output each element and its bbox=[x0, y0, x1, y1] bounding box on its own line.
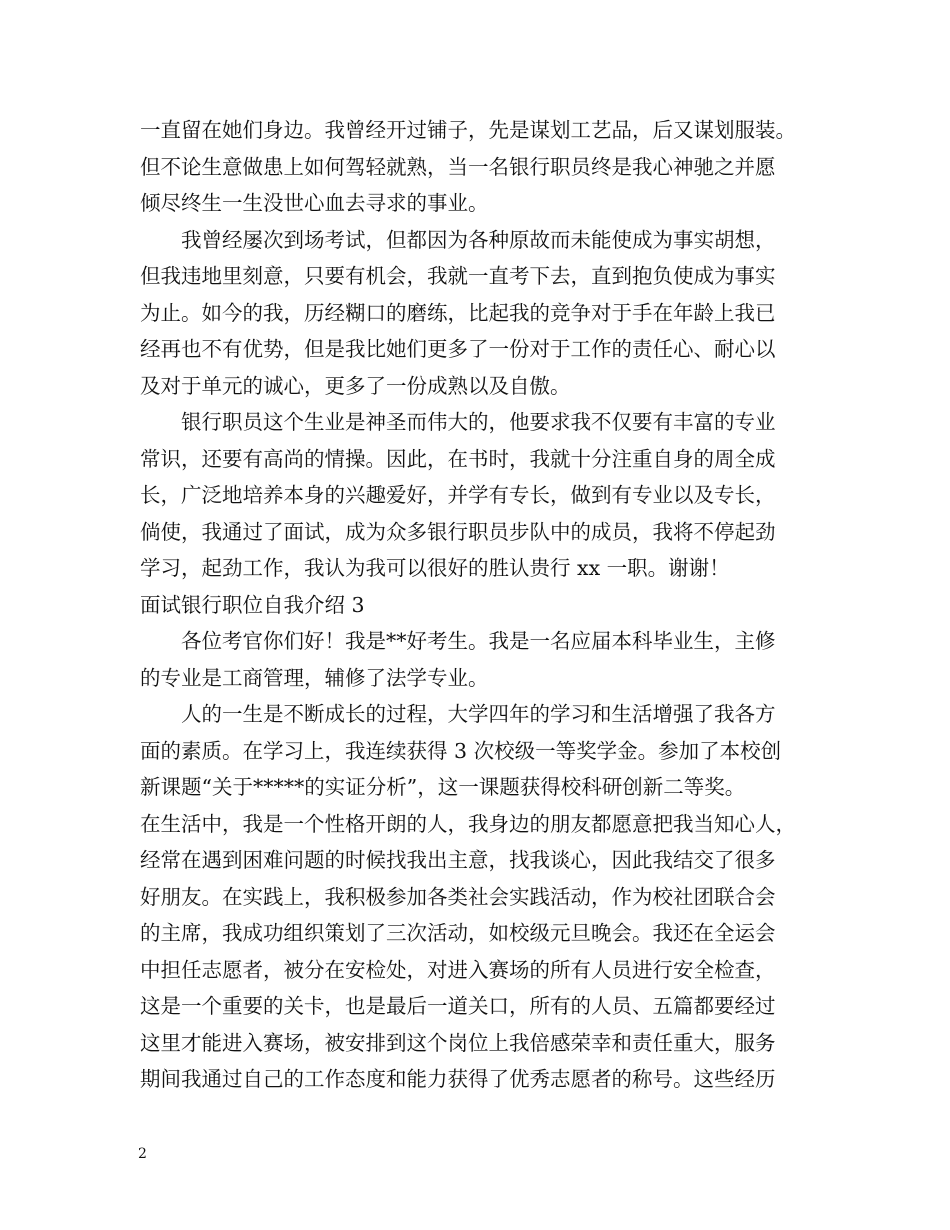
text-line: 及对于单元的诚心，更多了一份成熟以及自傲。 bbox=[140, 373, 571, 398]
page-number: 2 bbox=[138, 1146, 147, 1162]
text-line: 面试银行职位自我介绍 3 bbox=[140, 592, 365, 617]
text-line: 倾尽终生一生没世心血去寻求的事业。 bbox=[140, 191, 489, 215]
text-line: 但不论生意做患上如何驾轻就熟，当一名银行职员终是我心神驰之并愿 bbox=[140, 154, 776, 179]
text-line: 的专业是工商管理，辅修了法学专业。 bbox=[140, 665, 489, 690]
text-line: 倘使，我通过了面试，成为众多银行职员步队中的成员，我将不停起劲 bbox=[140, 519, 776, 544]
text-line: 面的素质。在学习上，我连续获得 3 次校级一等奖学金。参加了本校创 bbox=[140, 738, 782, 763]
text-line: 长，广泛地培养本身的兴趣爱好，并学有专长，做到有专业以及专长， bbox=[140, 483, 776, 507]
text-line: 这里才能进入赛场，被安排到这个岗位上我倍感荣幸和责任重大，服务 bbox=[140, 1030, 776, 1055]
document-body bbox=[140, 112, 840, 1098]
text-line: 一直留在她们身边。我曾经开过铺子，先是谋划工艺品，后又谋划服装。 bbox=[140, 118, 796, 142]
text-line: 在生活中，我是一个性格开朗的人，我身边的朋友都愿意把我当知心人， bbox=[140, 811, 796, 836]
text-line: 为止。如今的我，历经糊口的磨练，比起我的竞争对于手在年龄上我已 bbox=[140, 300, 776, 325]
text-line: 但我违地里刻意，只要有机会，我就一直考下去，直到抱负使成为事实 bbox=[140, 264, 776, 288]
text-line: 中担任志愿者，被分在安检处，对进入赛场的所有人员进行安全检查， bbox=[140, 957, 776, 982]
text-line: 常识，还要有高尚的情操。因此，在书时，我就十分注重自身的周全成 bbox=[140, 446, 776, 471]
text-line: 的主席，我成功组织策划了三次活动，如校级元旦晚会。我还在全运会 bbox=[140, 921, 776, 945]
text-line: 经常在遇到困难问题的时候找我出主意，找我谈心，因此我结交了很多 bbox=[140, 848, 776, 872]
text-line: 银行职员这个生业是神圣而伟大的，他要求我不仅要有丰富的专业 bbox=[181, 410, 776, 434]
text-line: 我曾经屡次到场考试，但都因为各种原故而未能使成为事实胡想， bbox=[181, 227, 776, 252]
text-line: 人的一生是不断成长的过程，大学四年的学习和生活增强了我各方 bbox=[181, 702, 776, 726]
text-line: 这是一个重要的关卡，也是最后一道关口，所有的人员、五篇都要经过 bbox=[140, 994, 776, 1018]
text-line: 期间我通过自己的工作态度和能力获得了优秀志愿者的称号。这些经历 bbox=[140, 1067, 776, 1091]
text-line: 各位考官你们好！我是**好考生。我是一名应届本科毕业生，主修 bbox=[181, 629, 776, 653]
text-line: 经再也不有优势，但是我比她们更多了一份对于工作的责任心、耐心以 bbox=[140, 337, 776, 361]
text-line: 好朋友。在实践上，我积极参加各类社会实践活动，作为校社团联合会 bbox=[140, 884, 776, 909]
text-line: 学习，起劲工作，我认为我可以很好的胜认贵行 xx 一职。谢谢！ bbox=[140, 556, 730, 580]
text-line: 新课题“关于*****的实证分析”，这一课题获得校科研创新二等奖。 bbox=[140, 775, 746, 799]
